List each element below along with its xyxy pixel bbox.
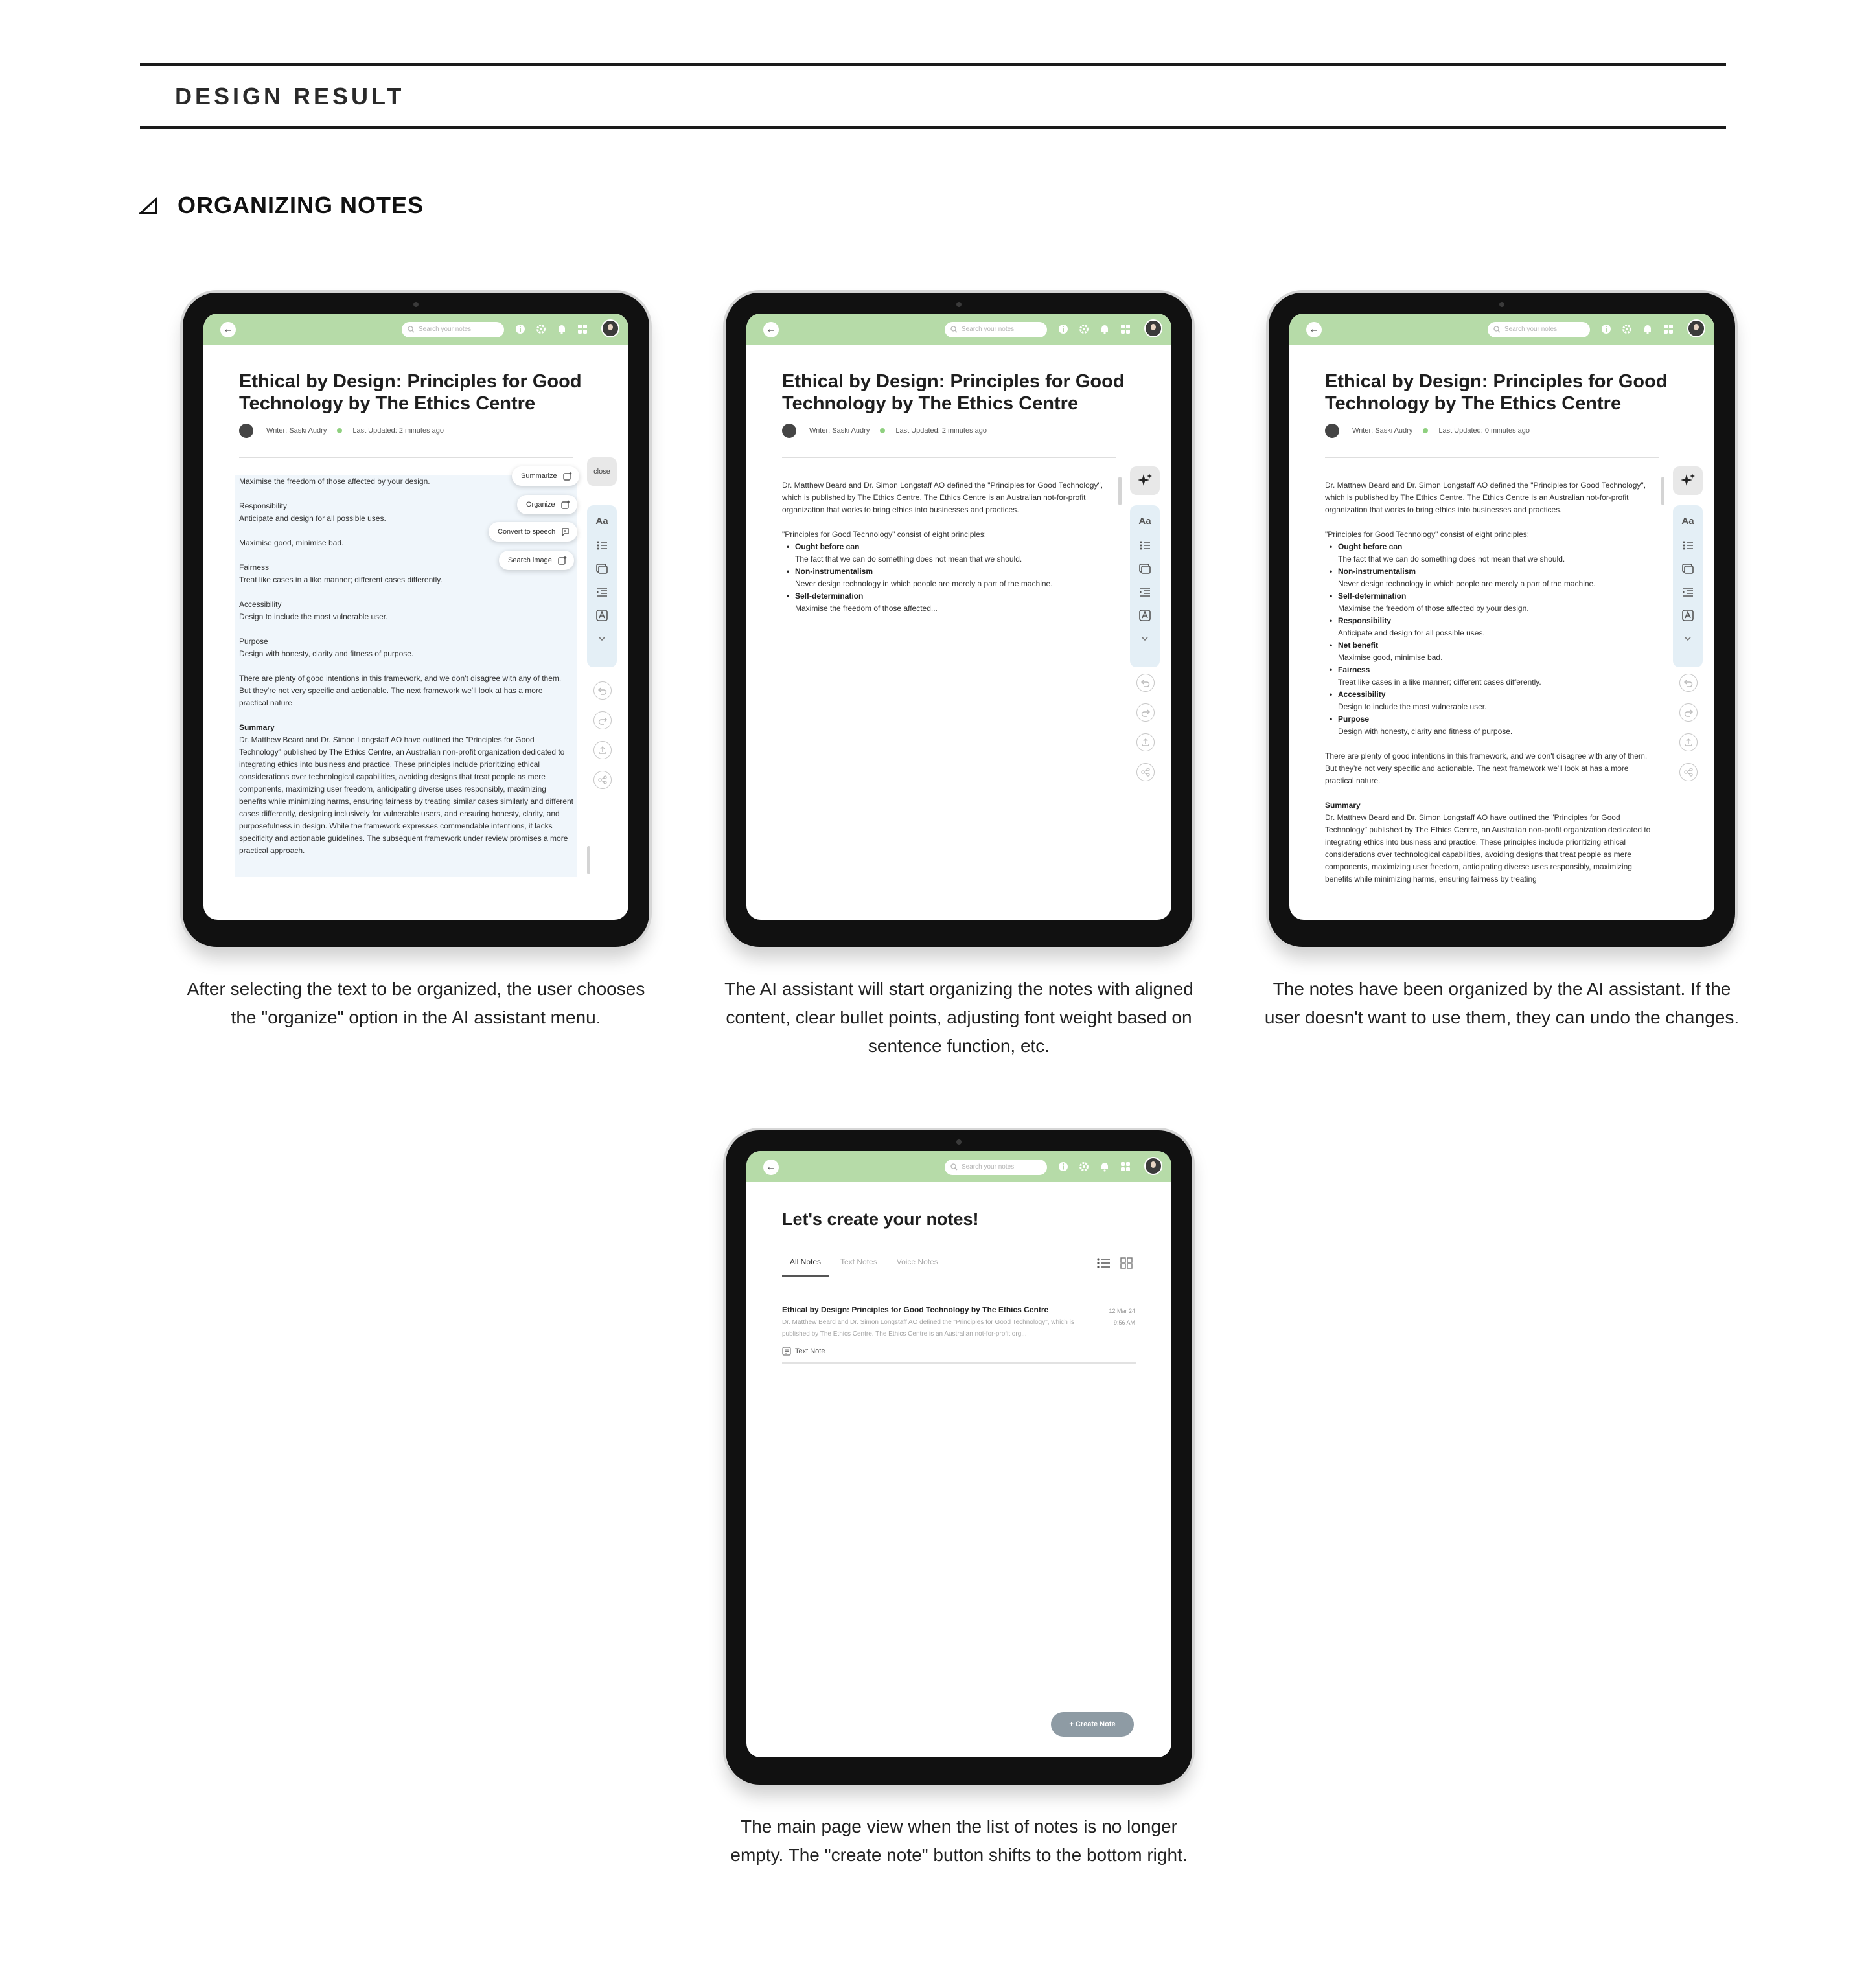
divider [1325, 457, 1659, 458]
caption-3: The notes have been organized by the AI assistant. If the user doesn't want to use them, they can undo the changes. [1264, 979, 1740, 1027]
camera [413, 302, 419, 307]
back-icon[interactable]: ← [763, 1160, 779, 1175]
tool-group [1130, 505, 1160, 667]
text-style-icon[interactable] [595, 609, 608, 622]
gear-icon[interactable] [1078, 1161, 1090, 1172]
avatar[interactable] [1144, 319, 1162, 337]
writer-label: Writer: Saski Audry [266, 427, 327, 435]
undo-button[interactable] [593, 681, 612, 700]
note-body[interactable]: Dr. Matthew Beard and Dr. Simon Longstaff AO defined the "Principles for Good Technology", which is published by The Ethics Centre. The Ethics Centre is an Australian not-for-profit organization that works to bring ethics into businesses and practices. "Principles for Good Technology" consist of eight principles: • Ought before can The fact that we can do something does not mean that we should. • Non-instrumentalism Never design technology in which people are merely a part of the machine. • Self-determination Maximise the freedom of those affected... [782, 479, 1106, 615]
organize-icon [560, 499, 571, 510]
share-icon [598, 775, 607, 784]
bell-icon[interactable] [1099, 323, 1111, 335]
indent-icon[interactable] [1138, 586, 1151, 599]
camera [956, 302, 962, 307]
back-icon[interactable]: ← [220, 322, 236, 337]
gear-icon[interactable] [535, 323, 547, 335]
bullet-list-icon[interactable] [1681, 539, 1694, 552]
image-icon[interactable] [1138, 562, 1151, 575]
note-title: Ethical by Design: Principles for Good Technology by The Ethics Centre [782, 371, 1125, 414]
share-icon [1141, 768, 1150, 777]
avatar[interactable] [1687, 319, 1705, 337]
note-meta [782, 424, 987, 438]
share-button[interactable] [593, 771, 612, 789]
undo-icon [1684, 678, 1693, 687]
note-screen [746, 314, 1171, 920]
search-image-button[interactable]: Search image [499, 551, 574, 570]
app-header [203, 314, 628, 345]
page-title: Let's create your notes! [782, 1209, 979, 1229]
share-button[interactable] [1679, 763, 1698, 781]
ai-assistant-button[interactable] [1130, 466, 1160, 495]
top-rule [140, 63, 1726, 66]
card-divider [782, 1362, 1136, 1364]
info-icon[interactable] [1057, 1161, 1069, 1172]
note-card-title[interactable]: Ethical by Design: Principles for Good Technology by The Ethics Centre [782, 1305, 1049, 1314]
chevron-down-icon[interactable] [595, 632, 608, 645]
bullet-list-icon[interactable] [1138, 539, 1151, 552]
list-view-icon[interactable] [1096, 1257, 1111, 1269]
tool-group [1673, 505, 1703, 667]
writer-avatar [1325, 424, 1339, 438]
search-icon [1493, 326, 1501, 333]
share-icon [1684, 768, 1693, 777]
info-icon[interactable] [1600, 323, 1612, 335]
font-icon[interactable]: Aa [595, 516, 608, 527]
bottom-rule [140, 126, 1726, 129]
app-header [746, 314, 1171, 345]
sparkle-icon [1679, 472, 1696, 489]
app-header [746, 1151, 1171, 1182]
writer-label: Writer: Saski Audry [809, 427, 870, 435]
subsection-title: ORGANIZING NOTES [178, 192, 424, 218]
create-note-button[interactable]: + Create Note [1051, 1712, 1134, 1737]
undo-button[interactable] [1679, 674, 1698, 692]
status-dot [880, 428, 885, 433]
back-icon[interactable]: ← [1306, 322, 1322, 337]
redo-icon [1684, 708, 1693, 717]
info-icon[interactable] [514, 323, 526, 335]
writer-label: Writer: Saski Audry [1352, 427, 1413, 435]
tab-voice-notes[interactable]: Voice Notes [896, 1257, 938, 1266]
triangle-icon [139, 196, 158, 215]
text-style-icon[interactable] [1681, 609, 1694, 622]
redo-icon [1141, 708, 1150, 717]
upload-button[interactable] [1679, 733, 1698, 751]
caption-2: The AI assistant will start organizing the notes with aligned content, clear bullet points, adjusting font weight based on sentence function, etc. [724, 979, 1193, 1056]
upload-icon [598, 746, 607, 755]
app-header [1289, 314, 1714, 345]
back-icon[interactable]: ← [763, 322, 779, 337]
writer-avatar [782, 424, 796, 438]
sparkle-icon [1136, 472, 1153, 489]
upload-button[interactable] [1136, 733, 1155, 751]
updated-label: Last Updated: 2 minutes ago [895, 427, 987, 435]
upload-button[interactable] [593, 741, 612, 759]
indent-icon[interactable] [1681, 586, 1694, 599]
note-meta [1325, 424, 1530, 438]
status-dot [1423, 428, 1428, 433]
note-date: 12 Mar 24 [1109, 1308, 1135, 1314]
upload-icon [1141, 738, 1150, 747]
home-screen [746, 1151, 1171, 1757]
text-style-icon[interactable] [1138, 609, 1151, 622]
redo-button[interactable] [593, 711, 612, 729]
gear-icon[interactable] [1078, 323, 1090, 335]
ipad-mockup-3 [1269, 293, 1735, 947]
device-bezel [726, 293, 1192, 947]
search-input[interactable]: Search your notes [945, 322, 1047, 337]
note-title: Ethical by Design: Principles for Good Technology by The Ethics Centre [239, 371, 582, 414]
scrollbar[interactable] [1118, 477, 1122, 505]
close-button[interactable]: close [587, 457, 617, 486]
search-icon [950, 326, 958, 333]
apps-icon[interactable] [1663, 323, 1674, 335]
bell-icon[interactable] [1099, 1161, 1111, 1172]
text-note-icon [782, 1347, 791, 1356]
search-input[interactable]: Search your notes [1488, 322, 1590, 337]
avatar[interactable] [1144, 1157, 1162, 1175]
tool-group [587, 505, 617, 667]
image-icon[interactable] [1681, 562, 1694, 575]
search-input[interactable]: Search your notes [402, 322, 504, 337]
status-dot [337, 428, 342, 433]
note-body[interactable]: Dr. Matthew Beard and Dr. Simon Longstaff AO defined the "Principles for Good Technology", which is published by The Ethics Centre. The Ethics Centre is an Australian not-for-profit organization that works to bring ethics into businesses and practices. "Principles for Good Technology" consist of eight principles: • Ought before can The fact that we can do something does not mean that we should. • Non-instrumentalism Never design technology in which people are merely a part of the machine. • Self-determination Maximise the freedom of those affected by your design. • Responsibility Anticipate and design for all possible uses. • Net benefit Maximise good, minimise bad. • Fairness Treat like cases in a like manner; different cases differently. • Accessibility Design to include the most vulnerable user. • Purpose Design with honesty, clarity and fitness of purpose. There are plenty of good intentions in this framework, and we don't disagree with any of them. But they're not very specific and actionable. The next framework we'll look at has a more practical nature. Summary Dr. Matthew Beard and Dr. Simon Longstaff AO have outlined the "Principles for Good Technology" published by The Ethics Centre, an Australian non-profit organization dedicated to integrating ethics into business and practice. These principles include prioritizing ethical considerations over technological capabilities, avoiding designs that treat people as mere components, maximizing user freedom, anticipating diverse uses responsibly, maximizing benefits while minimizing harms, ensuring fairness by treating [1325, 479, 1655, 885]
search-input[interactable]: Search your notes [945, 1160, 1047, 1175]
upload-icon [1684, 738, 1693, 747]
writer-avatar [239, 424, 253, 438]
note-card-preview: Dr. Matthew Beard and Dr. Simon Longstaff AO defined the "Principles for Good Technology", which is published by The Ethics Centre. The Ethics Centre is an Australian not-for-profit org... [782, 1319, 1074, 1338]
font-icon[interactable]: Aa [1138, 516, 1151, 527]
note-screen [203, 314, 628, 920]
divider [782, 457, 1116, 458]
image-icon [557, 555, 568, 566]
undo-button[interactable] [1136, 674, 1155, 692]
updated-label: Last Updated: 2 minutes ago [352, 427, 444, 435]
device-bezel [726, 1130, 1192, 1785]
apps-icon[interactable] [1120, 1161, 1131, 1172]
undo-icon [598, 686, 607, 695]
search-icon [950, 1163, 958, 1171]
note-time: 9:56 AM [1113, 1320, 1135, 1326]
section-heading: DESIGN RESULT [175, 83, 405, 109]
ipad-mockup-1 [183, 293, 649, 947]
updated-label: Last Updated: 0 minutes ago [1438, 427, 1530, 435]
bell-icon[interactable] [1642, 323, 1653, 335]
tab-all-notes[interactable]: All Notes [782, 1257, 829, 1277]
search-icon [408, 326, 415, 333]
speech-icon [560, 527, 571, 537]
note-card-date [1083, 1305, 1135, 1329]
scrollbar[interactable] [587, 846, 590, 874]
redo-icon [598, 716, 607, 725]
convert-speech-button[interactable]: Convert to speech [489, 522, 577, 542]
image-icon[interactable] [595, 562, 608, 575]
redo-button[interactable] [1136, 703, 1155, 722]
ipad-mockup-2 [726, 293, 1192, 947]
note-meta [239, 424, 444, 438]
avatar[interactable] [601, 319, 619, 337]
camera [956, 1139, 962, 1145]
font-icon[interactable]: Aa [1681, 516, 1694, 527]
ai-assistant-button[interactable] [1673, 466, 1703, 495]
organize-button[interactable]: Organize [517, 495, 577, 514]
summarize-icon [562, 471, 573, 481]
note-body[interactable]: Maximise the freedom of those affected by your design. Responsibility Anticipate and design for all possible uses. Maximise good, minimise bad. Fairness Treat like cases in a like manner; different cases differently. Accessibility Design to include the most vulnerable user. Purpose Design with honesty, clarity and fitness of purpose. There are plenty of good intentions in this framework, and we don't disagree with any of them. But they're not very specific and actionable. The next framework we'll look at has a more practical nature Summary Dr. Matthew Beard and Dr. Simon Longstaff AO have outlined the "Principles for Good Technology" published by The Ethics Centre, an Australian non-profit organization dedicated to integrating ethics into business and practice. These principles include prioritizing ethical considerations over technological capabilities, avoiding designs that treat people as mere components, maximizing user freedom, anticipating diverse uses responsibly, maximizing benefits while minimizing harms, ensuring fairness by treating similar cases similarly and different cases differently, designing inclusively for vulnerable users, and ensuring honesty, clarity, and purposefulness in design. While the framework expresses commendable intentions, it lacks specificity and actionable guidelines. The subsequent framework under review promises a more practical approach. [239, 477, 573, 855]
ipad-mockup-4 [726, 1130, 1192, 1785]
device-bezel [183, 293, 649, 947]
share-button[interactable] [1136, 763, 1155, 781]
caption-1: After selecting the text to be organized, the user chooses the "organize" option in the AI assistant menu. [187, 979, 645, 1027]
summarize-button[interactable]: Summarize [512, 466, 579, 486]
grid-view-icon[interactable] [1120, 1257, 1134, 1269]
camera [1499, 302, 1504, 307]
apps-icon[interactable] [1120, 323, 1131, 335]
note-title: Ethical by Design: Principles for Good Technology by The Ethics Centre [1325, 371, 1668, 414]
chevron-down-icon[interactable] [1138, 632, 1151, 645]
divider [239, 457, 573, 458]
note-tabs [782, 1257, 950, 1277]
undo-icon [1141, 678, 1150, 687]
bell-icon[interactable] [556, 323, 568, 335]
scrollbar[interactable] [1661, 477, 1664, 505]
indent-icon[interactable] [595, 586, 608, 599]
note-type-badge: Text Note [782, 1347, 825, 1356]
tab-text-notes[interactable]: Text Notes [840, 1257, 877, 1266]
subsection-heading [139, 192, 424, 219]
bullet-list-icon[interactable] [595, 539, 608, 552]
apps-icon[interactable] [577, 323, 588, 335]
caption-4: The main page view when the list of notes is no longer empty. The "create note" button shifts to the bottom right. [730, 1816, 1188, 1865]
note-screen [1289, 314, 1714, 920]
chevron-down-icon[interactable] [1681, 632, 1694, 645]
redo-button[interactable] [1679, 703, 1698, 722]
gear-icon[interactable] [1621, 323, 1633, 335]
device-bezel [1269, 293, 1735, 947]
info-icon[interactable] [1057, 323, 1069, 335]
